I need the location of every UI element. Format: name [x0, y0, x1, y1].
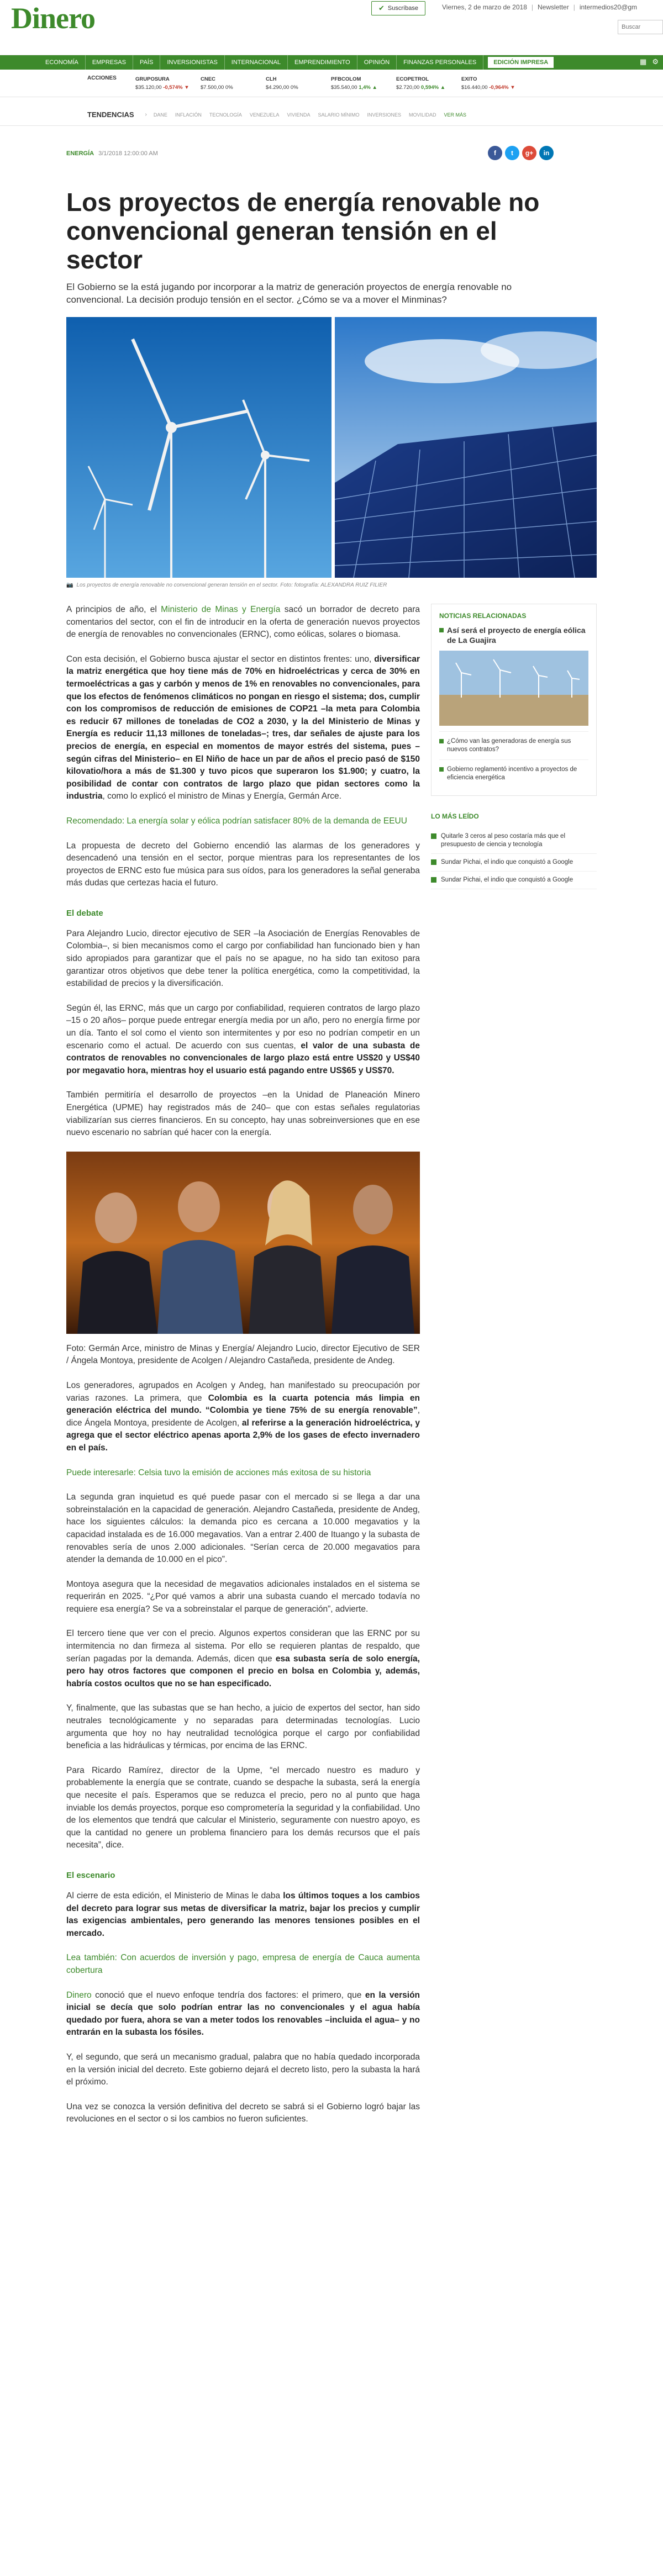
paragraph: La segunda gran inquietud es qué puede pasar con el mercado si se llega a dar una sobreinstalación en la capacidad de generación. Alejandro Castañeda, presidente de Andeg, hace los siguientes cálculos: la demanda pico es cercana a 10.000 megavatios y la capacidad instalada es de 16.000 megavatios. Van a entrar 2.400 de Ituango y la subasta de renovables sería de unos 2.000 adicionales. “Serían cerca de 20.000 megavatios para atender la demanda de 10.000 en el pico”. — [66, 1492, 420, 1565]
trending-tag[interactable]: TECNOLOGÍA — [209, 112, 242, 118]
list-square-icon — [439, 739, 444, 743]
settings-icon[interactable]: ⚙ — [652, 57, 659, 66]
list-square-icon — [431, 833, 436, 839]
article-body — [66, 604, 420, 2138]
nav-empresas[interactable]: EMPRESAS — [86, 55, 133, 70]
paragraph: También permitiría el desarrollo de proyectos –en la Unidad de Planeación Minero Energética (UPME) hay registrados más de 240– que con estas señales regulatorias viabilizarían sus cierres financieros. En su concepto, hay unas sobreinversiones que en ese nuevo escenario no sabrían qué hacer con la energía. — [66, 1090, 420, 1138]
article-title: Los proyectos de energía renovable no convencional generan tensión en el sector — [66, 188, 540, 274]
paragraph: Los generadores, agrupados en Acolgen y Andeg, han manifestado su preocupación por varias razones. La primera, que Colombia es la cuarta potencia más limpia en generación eléctrica del mundo. “Colombia ye tiene 75% de su energía renovable”, dice Ángela Montoya, presidente de Acolgen, al referirse a la generación hidroeléctrica, y agrega que el sector eléctrico apenas aporta 2,9% de los gases de efecto invernadero en el país. — [66, 1380, 420, 1453]
photo-caption: Foto: Germán Arce, ministro de Minas y Energía/ Alejandro Lucio, director Ejecutivo de SER / Ángela Montoya, presidente de Acolgen / Alejandro Castañeda, presidente de Andeg. — [66, 1343, 420, 1366]
article — [66, 126, 597, 2138]
trending-tag[interactable]: INFLACIÓN — [175, 112, 202, 118]
search-input[interactable] — [618, 20, 663, 34]
nav-finanzas[interactable]: FINANZAS PERSONALES — [397, 55, 483, 70]
paragraph: Montoya asegura que la necesidad de megavatios adicionales instalados en el sistema se requerirán en 2025. “¿Por qué vamos a abrir una subasta cuando el mercado todavía no requiere esa energía? Se va a sobreinstalar el parque de generación”, advierte. — [66, 1579, 420, 1614]
paragraph: Con esta decisión, el Gobierno busca ajustar el sector en distintos frentes: uno, diversificar la matriz energética que hoy tiene más de 70% en hidroeléctricas y cerca de 30% en termoeléctricas a gas y carbón y menos de 1% en renovables no convencionales, para que los efectos de fenómenos climáticos no pongan en riesgo el sistema; dos, cumplir con los compromisos de reducción de emisiones de COP21 –la meta para Colombia es reducir 67 millones de toneladas de CO2 a 2030, y la del Ministerio de Minas y Energía es reducir 11,13 millones de toneladas–; tres, dar señales de ajuste para los precios de energía, en especial en momentos de mayor estrés del sistema, pues –según cifras del Ministerio– en El Niño de hace un par de años el precio pasó de $150 kilovatio/hora a más de $1.300 y tuvo picos que superaron los $1.900; y cuatro, la posibilidad de contar con contratos de largo plazo que pidan sectores como la industria, como lo explicó el ministro de Minas y Energía, Germán Arce. — [66, 654, 420, 801]
subheading: El debate — [66, 908, 103, 918]
share-buttons — [488, 146, 554, 160]
site-logo[interactable]: Dinero — [11, 2, 95, 35]
related-news-box — [431, 604, 597, 796]
paragraph: Una vez se conozca la versión definitiva del decreto se sabrá si el Gobierno logró bajar las revoluciones en el sector o si los cambios no fueron suficientes. — [66, 2102, 420, 2124]
paragraph: La propuesta de decreto del Gobierno encendió las alarmas de los generadores y desencadenó una tensión en el sector, porque mientras para los representantes de los proyectos de ERNC esto fue música para sus oídos, para los generadores la señal generaba más dudas que certezas hacia el futuro. — [66, 841, 420, 888]
subheading: El escenario — [66, 1870, 115, 1880]
list-square-icon — [439, 628, 444, 632]
ministerio-link[interactable]: Ministerio de Minas y Energía — [161, 605, 281, 614]
nav-emprendimiento[interactable]: EMPRENDIMIENTO — [288, 55, 357, 70]
check-icon: ✔ — [378, 4, 385, 12]
paragraph: Para Alejandro Lucio, director ejecutivo de SER –la Asociación de Energías Renovables de Colombia–, si bien mecanismos como el cargo por confiabilidad han funcionado bien y han sido apropiados para garantizar que el país no se apague, no ha sido tan exitoso para garantizar otros objetivos que debe tener la política energética, como la competitividad, la estabilidad de precios y la diversificación. — [66, 928, 420, 989]
top-header — [0, 0, 663, 55]
stock-item[interactable]: PFBCOLOM $35.540,00 1,4% ▲ — [331, 76, 377, 91]
article-lead: El Gobierno se la está jugando por incorporar a la matriz de generación proyectos de energía renovable no convencional. La decisión produjo tensión en el sector. ¿Cómo se va a mover el Minminas? — [66, 282, 512, 305]
related-link[interactable]: Lea también: Con acuerdos de inversión y pago, empresa de energía de Caucа aumenta cobertura — [66, 1953, 420, 1975]
facebook-icon[interactable]: f — [488, 146, 502, 160]
most-read-item[interactable]: Quitarle 3 ceros al peso costaría más que el presupuesto de ciencia y tecnología — [431, 828, 597, 854]
user-account-link[interactable]: intermedios20@gm — [579, 3, 638, 11]
trending-tag[interactable]: VENEZUELA — [249, 112, 280, 118]
related-item[interactable]: Gobierno reglamentó incentivo a proyectos de eficiencia energética — [439, 759, 588, 788]
nav-economia[interactable]: ECONOMÍA — [39, 55, 86, 70]
dinero-link[interactable]: Dinero — [66, 1990, 92, 2000]
twitter-icon[interactable]: t — [505, 146, 519, 160]
paragraph: Según él, las ERNC, más que un cargo por confiabilidad, requieren contratos de largo plazo –15 o 20 años– porque puede entregar energía media por un año, pero no energía firme por un día. Tanto el sol como el viento son intermitentes y por eso no podrían competir en un escenario como el actual. De acuerdo con sus cuentas, el valor de una subasta de contratos de renovables no convencionales de largo plazo está entre US$20 y US$40 por megavatio hora, mientras hoy el usuario está pagando entre US$65 y US$70. — [66, 1003, 420, 1075]
publish-date: 3/1/2018 12:00:00 AM — [98, 150, 158, 157]
paragraph: Y, finalmente, que las subastas que se han hecho, a juicio de expertos del sector, han sido neutrales tecnológicamente y no separadas para determinadas tecnologías. Lucio argumenta que hoy no hay neutralidad tecnológica porque el cargo por confiabilidad beneficia a las hidráulicas y térmicas, por encima de las ERNC. — [66, 1703, 420, 1751]
nav-pais[interactable]: PAÍS — [133, 55, 160, 70]
related-main-link[interactable]: Así será el proyecto de energía eólica de La Guajira — [447, 626, 586, 645]
subscribe-label: Suscríbase — [387, 5, 418, 12]
trending-tag[interactable]: SALARIO MÍNIMO — [318, 112, 360, 118]
most-read-item[interactable]: Sundar Pichai, el indio que conquistó a Google — [431, 872, 597, 889]
stock-item[interactable]: CNEC $7.500,00 0% — [201, 76, 233, 91]
related-item[interactable]: ¿Cómo van las generadoras de energía sus nuevos contratos? — [439, 731, 588, 759]
related-thumbnail[interactable] — [439, 651, 588, 726]
most-read-item[interactable]: Sundar Pichai, el indio que conquistó a Google — [431, 854, 597, 872]
arrow-down-icon: ▼ — [184, 85, 190, 91]
most-read-title: LO MÁS LEÍDO — [431, 812, 479, 820]
linkedin-icon[interactable]: in — [539, 146, 554, 160]
arrow-up-icon: ▲ — [372, 85, 377, 91]
main-nav — [0, 55, 663, 70]
stock-ticker — [0, 70, 663, 97]
paragraph: Y, el segundo, que será un mecanismo gradual, palabra que no había quedado incorporada en la versión inicial del decreto. Este gobierno dejará el decreto listo, pero la subasta la hará el próximo. — [66, 2052, 420, 2087]
camera-icon: 📷 — [66, 582, 73, 588]
newsletter-link[interactable]: Newsletter — [538, 3, 569, 11]
trending-label: TENDENCIAS — [87, 110, 134, 119]
related-link[interactable]: Recomendado: La energía solar y eólica podrían satisfacer 80% de la demanda de EEUU — [66, 816, 407, 826]
current-date: Viernes, 2 de marzo de 2018 — [442, 3, 527, 11]
stock-item[interactable]: EXITO $16.440,00 -0,964% ▼ — [461, 76, 515, 91]
list-square-icon — [439, 767, 444, 772]
google-plus-icon[interactable]: g+ — [522, 146, 536, 160]
arrow-down-icon: ▼ — [510, 85, 515, 91]
subscribe-button[interactable] — [371, 1, 425, 15]
chevron-right-icon: › — [145, 112, 147, 118]
list-square-icon — [431, 877, 436, 883]
stock-item[interactable]: GRUPOSURA $35.120,00 -0,574% ▼ — [135, 76, 190, 91]
ticker-label: ACCIONES — [87, 75, 117, 81]
paragraph: Dinero conoció que el nuevo enfoque tendría dos factores: el primero, que en la versión inicial se decía que solo podrían entrar las no convencionales y el agua había quedado por fuera, ahora se van a meter todos los renovables –incluida el agua– y no entrarán en la subasta los fósiles. — [66, 1990, 420, 2037]
sidebar — [431, 604, 597, 2138]
paragraph: El tercero tiene que ver con el precio. Algunos expertos consideran que las ERNC por su intermitencia no dan firmeza al sistema. Por ello se requieren plantas de respaldo, que serían pagadas por la demanda. Además, dicen que esa subasta sería de solo energía, pero hay otros factores que componen el precio en bolsa en Colombia y, además, habría costos ocultos que no se han especificado. — [66, 1629, 420, 1688]
nav-internacional[interactable]: INTERNACIONAL — [225, 55, 288, 70]
trending-tag[interactable]: DANE — [153, 112, 167, 118]
executives-photo — [66, 1152, 420, 1334]
trending-tag[interactable]: INVERSIONES — [367, 112, 401, 118]
related-news-title: NOTICIAS RELACIONADAS — [439, 612, 527, 620]
paragraph: A principios de año, el Ministerio de Minas y Energía sacó un borrador de decreto para comentarios del sector, con el fin de introducir en la oferta de generación nuevos proyectos de energía de renovables no convencionales (ERNC), como eólicas, solares o biomasa. — [66, 605, 420, 640]
paragraph: Para Ricardo Ramírez, director de la Upme, “el mercado nuestro es maduro y probablemente la energía que se contrate, cuando se despache la subasta, será la energía que necesite el país. Esperamos que se reduzca el precio, pero no al punto que haga inviable los demás proyectos, porque eso comprometería la seguridad y la confiabilidad. Uno de los elementos que tendrá que calcular el Ministerio, seguramente con nuestro apoyo, es que la cantidad no genere un problema financiero para los demás recursos que el país necesita”, dice. — [66, 1765, 420, 1850]
print-edition-button[interactable]: EDICIÓN IMPRESA — [488, 57, 554, 68]
trending-bar — [0, 104, 663, 126]
paragraph: Al cierre de esta edición, el Ministerio de Minas le daba los últimos toques a los cambios del decreto para lograr sus metas de diversificar la matriz, bajar los precios y cumplir las exigencias ambientales, pero generando las menores tensiones posibles en el mercado. — [66, 1891, 420, 1938]
section-label[interactable]: ENERGÍA — [66, 150, 94, 157]
trending-more-link[interactable]: VER MÁS — [444, 112, 467, 118]
grid-icon[interactable]: ▦ — [640, 57, 647, 66]
most-read — [431, 812, 597, 889]
list-square-icon — [431, 859, 436, 865]
top-links: Viernes, 2 de marzo de 2018 | Newsletter | intermedios20@gm — [442, 3, 638, 11]
hero-image — [66, 317, 597, 578]
related-link[interactable]: Puede interesarle: Celsia tuvo la emisión de acciones más exitosa de su historia — [66, 1468, 371, 1477]
stock-item[interactable]: ECOPETROL $2.720,00 0,594% ▲ — [396, 76, 446, 91]
stock-item[interactable]: CLH $4.290,00 0% — [266, 76, 298, 91]
nav-inversionistas[interactable]: INVERSIONISTAS — [160, 55, 224, 70]
nav-opinion[interactable]: OPINIÓN — [357, 55, 397, 70]
hero-caption: 📷 Los proyectos de energía renovable no convencional generan tensión en el sector. Foto: fotografía: ALEXANDRA RUIZ FILIER — [66, 582, 387, 588]
arrow-up-icon: ▲ — [440, 85, 446, 91]
trending-tag[interactable]: MOVILIDAD — [408, 112, 436, 118]
trending-tag[interactable]: VIVIENDA — [287, 112, 311, 118]
